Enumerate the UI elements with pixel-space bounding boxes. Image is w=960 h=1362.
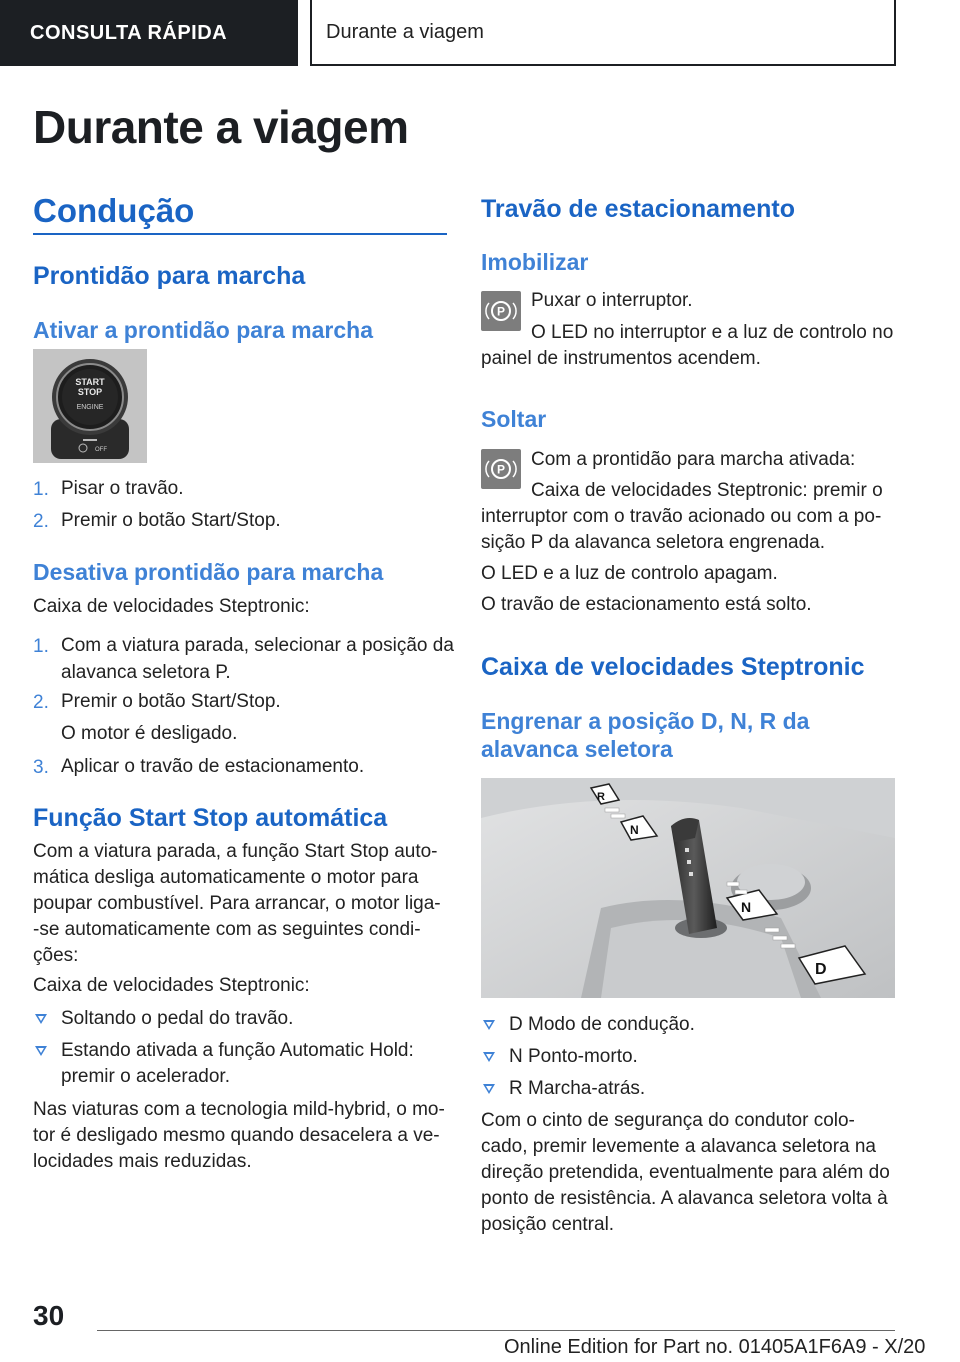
- step-text: alavanca seletora P.: [61, 662, 231, 683]
- text-line: Caixa de velocidades Steptronic: premir o: [531, 480, 883, 501]
- paragraph-line: posição central.: [481, 1214, 615, 1235]
- step-text: Aplicar o travão de estacionamento.: [61, 756, 365, 777]
- paragraph-line: Com a viatura parada, a função Start Stop auto-: [33, 841, 438, 862]
- page-title: Durante a viagem: [33, 101, 409, 153]
- step-number: 2.: [33, 511, 49, 532]
- paragraph: Caixa de velocidades Steptronic:: [33, 975, 310, 996]
- heading-soltar: Soltar: [481, 406, 547, 432]
- text-line: interruptor com o travão acionado ou com a po-: [481, 506, 882, 527]
- gear-label-n: N: [630, 823, 639, 837]
- paragraph-line: locidades mais reduzidas.: [33, 1151, 252, 1172]
- text-line: painel de instrumentos acendem.: [481, 348, 761, 369]
- text-line: sição P da alavanca seletora engrenada.: [481, 532, 826, 553]
- step-number: 2.: [33, 692, 49, 713]
- paragraph-line: tor é desligado mesmo quando desacelera a ve-: [33, 1125, 440, 1146]
- text-line: O LED no interruptor e a luz de controlo no: [531, 322, 894, 343]
- heading-desativa-prontidao: Desativa prontidão para marcha: [33, 559, 384, 585]
- heading-caixa-steptronic: Caixa de velocidades Steptronic: [481, 653, 865, 681]
- bullet-text: D Modo de condução.: [509, 1014, 695, 1035]
- paragraph-line: cado, premir levemente a alavanca seletora na: [481, 1136, 877, 1157]
- heading-imobilizar: Imobilizar: [481, 249, 589, 275]
- bullet-text: premir o acelerador.: [61, 1066, 230, 1087]
- step-text: Premir o botão Start/Stop.: [61, 691, 281, 712]
- paragraph-line: poupar combustível. Para arrancar, o motor liga-: [33, 893, 441, 914]
- bullet-text: Soltando o pedal do travão.: [61, 1008, 294, 1029]
- bullet-triangle-icon: [483, 1084, 495, 1094]
- step-text: Premir o botão Start/Stop.: [61, 510, 281, 531]
- text-line: Com a prontidão para marcha ativada:: [531, 449, 856, 470]
- gear-label-n2: N: [741, 899, 752, 915]
- footer-edition: Online Edition for Part no. 01405A1F6A9 - X/20: [504, 1336, 926, 1358]
- paragraph: O travão de estacionamento está solto.: [481, 594, 812, 615]
- page-number: 30: [33, 1300, 65, 1331]
- stop-label: STOP: [77, 387, 103, 397]
- step-number: 1.: [33, 636, 49, 657]
- step-number: 1.: [33, 479, 49, 500]
- paragraph-line: -se automaticamente com as seguintes condi-: [33, 919, 421, 940]
- bullet-text: R Marcha-atrás.: [509, 1078, 646, 1099]
- paragraph-line: ponto de resistência. A alavanca seletora volta à: [481, 1188, 888, 1209]
- svg-text:P: P: [496, 304, 506, 319]
- step-text: Pisar o travão.: [61, 478, 184, 499]
- paragraph-line: Com o cinto de segurança do condutor colo-: [481, 1110, 855, 1131]
- off-label: OFF: [95, 447, 107, 453]
- bullet-triangle-icon: [35, 1014, 47, 1024]
- bullet-triangle-icon: [483, 1052, 495, 1062]
- gear-label-d: D: [815, 961, 827, 978]
- section-heading-conducao: Condução: [33, 192, 195, 229]
- svg-text:P: P: [496, 462, 506, 477]
- step-text: O motor é desligado.: [61, 723, 238, 744]
- bullet-text: N Ponto-morto.: [509, 1046, 638, 1067]
- section-tab[interactable]: CONSULTA RÁPIDA: [0, 0, 298, 66]
- paragraph: O LED e a luz de controlo apagam.: [481, 563, 778, 584]
- text-line: Puxar o interruptor.: [531, 290, 693, 311]
- heading-prontidao: Prontidão para marcha: [33, 262, 306, 290]
- paragraph-line: Nas viaturas com a tecnologia mild-hybrid, o mo-: [33, 1099, 445, 1120]
- heading-engrenar-line: Engrenar a posição D, N, R da: [481, 708, 810, 734]
- paragraph-line: mática desliga automaticamente o motor para: [33, 867, 419, 888]
- bullet-triangle-icon: [35, 1046, 47, 1056]
- heading-start-stop-automatica: Função Start Stop automática: [33, 804, 388, 832]
- heading-ativar-prontidao: Ativar a prontidão para marcha: [33, 317, 373, 343]
- step-text: Com a viatura parada, selecionar a posição da: [61, 635, 454, 656]
- heading-travao-estacionamento: Travão de estacionamento: [481, 195, 796, 223]
- parking-brake-icon: [481, 449, 521, 489]
- gear-label-r: R: [597, 791, 605, 803]
- engine-label: ENGINE: [76, 404, 104, 411]
- bullet-triangle-icon: [483, 1020, 495, 1030]
- footer-rule: [97, 1330, 895, 1331]
- paragraph-line: ções:: [33, 945, 79, 966]
- paragraph: Caixa de velocidades Steptronic:: [33, 596, 310, 617]
- bullet-text: Estando ativada a função Automatic Hold:: [61, 1040, 414, 1061]
- start-label: START: [75, 377, 105, 387]
- paragraph-line: direção pretendida, eventualmente para além do: [481, 1162, 890, 1183]
- step-number: 3.: [33, 757, 49, 778]
- parking-brake-icon: [481, 291, 521, 331]
- heading-engrenar-line: alavanca seletora: [481, 736, 673, 762]
- start-stop-button-image: [33, 349, 147, 463]
- section-rule: [33, 233, 447, 235]
- gear-selector-image: [481, 778, 895, 998]
- chapter-tab[interactable]: Durante a viagem: [310, 0, 896, 66]
